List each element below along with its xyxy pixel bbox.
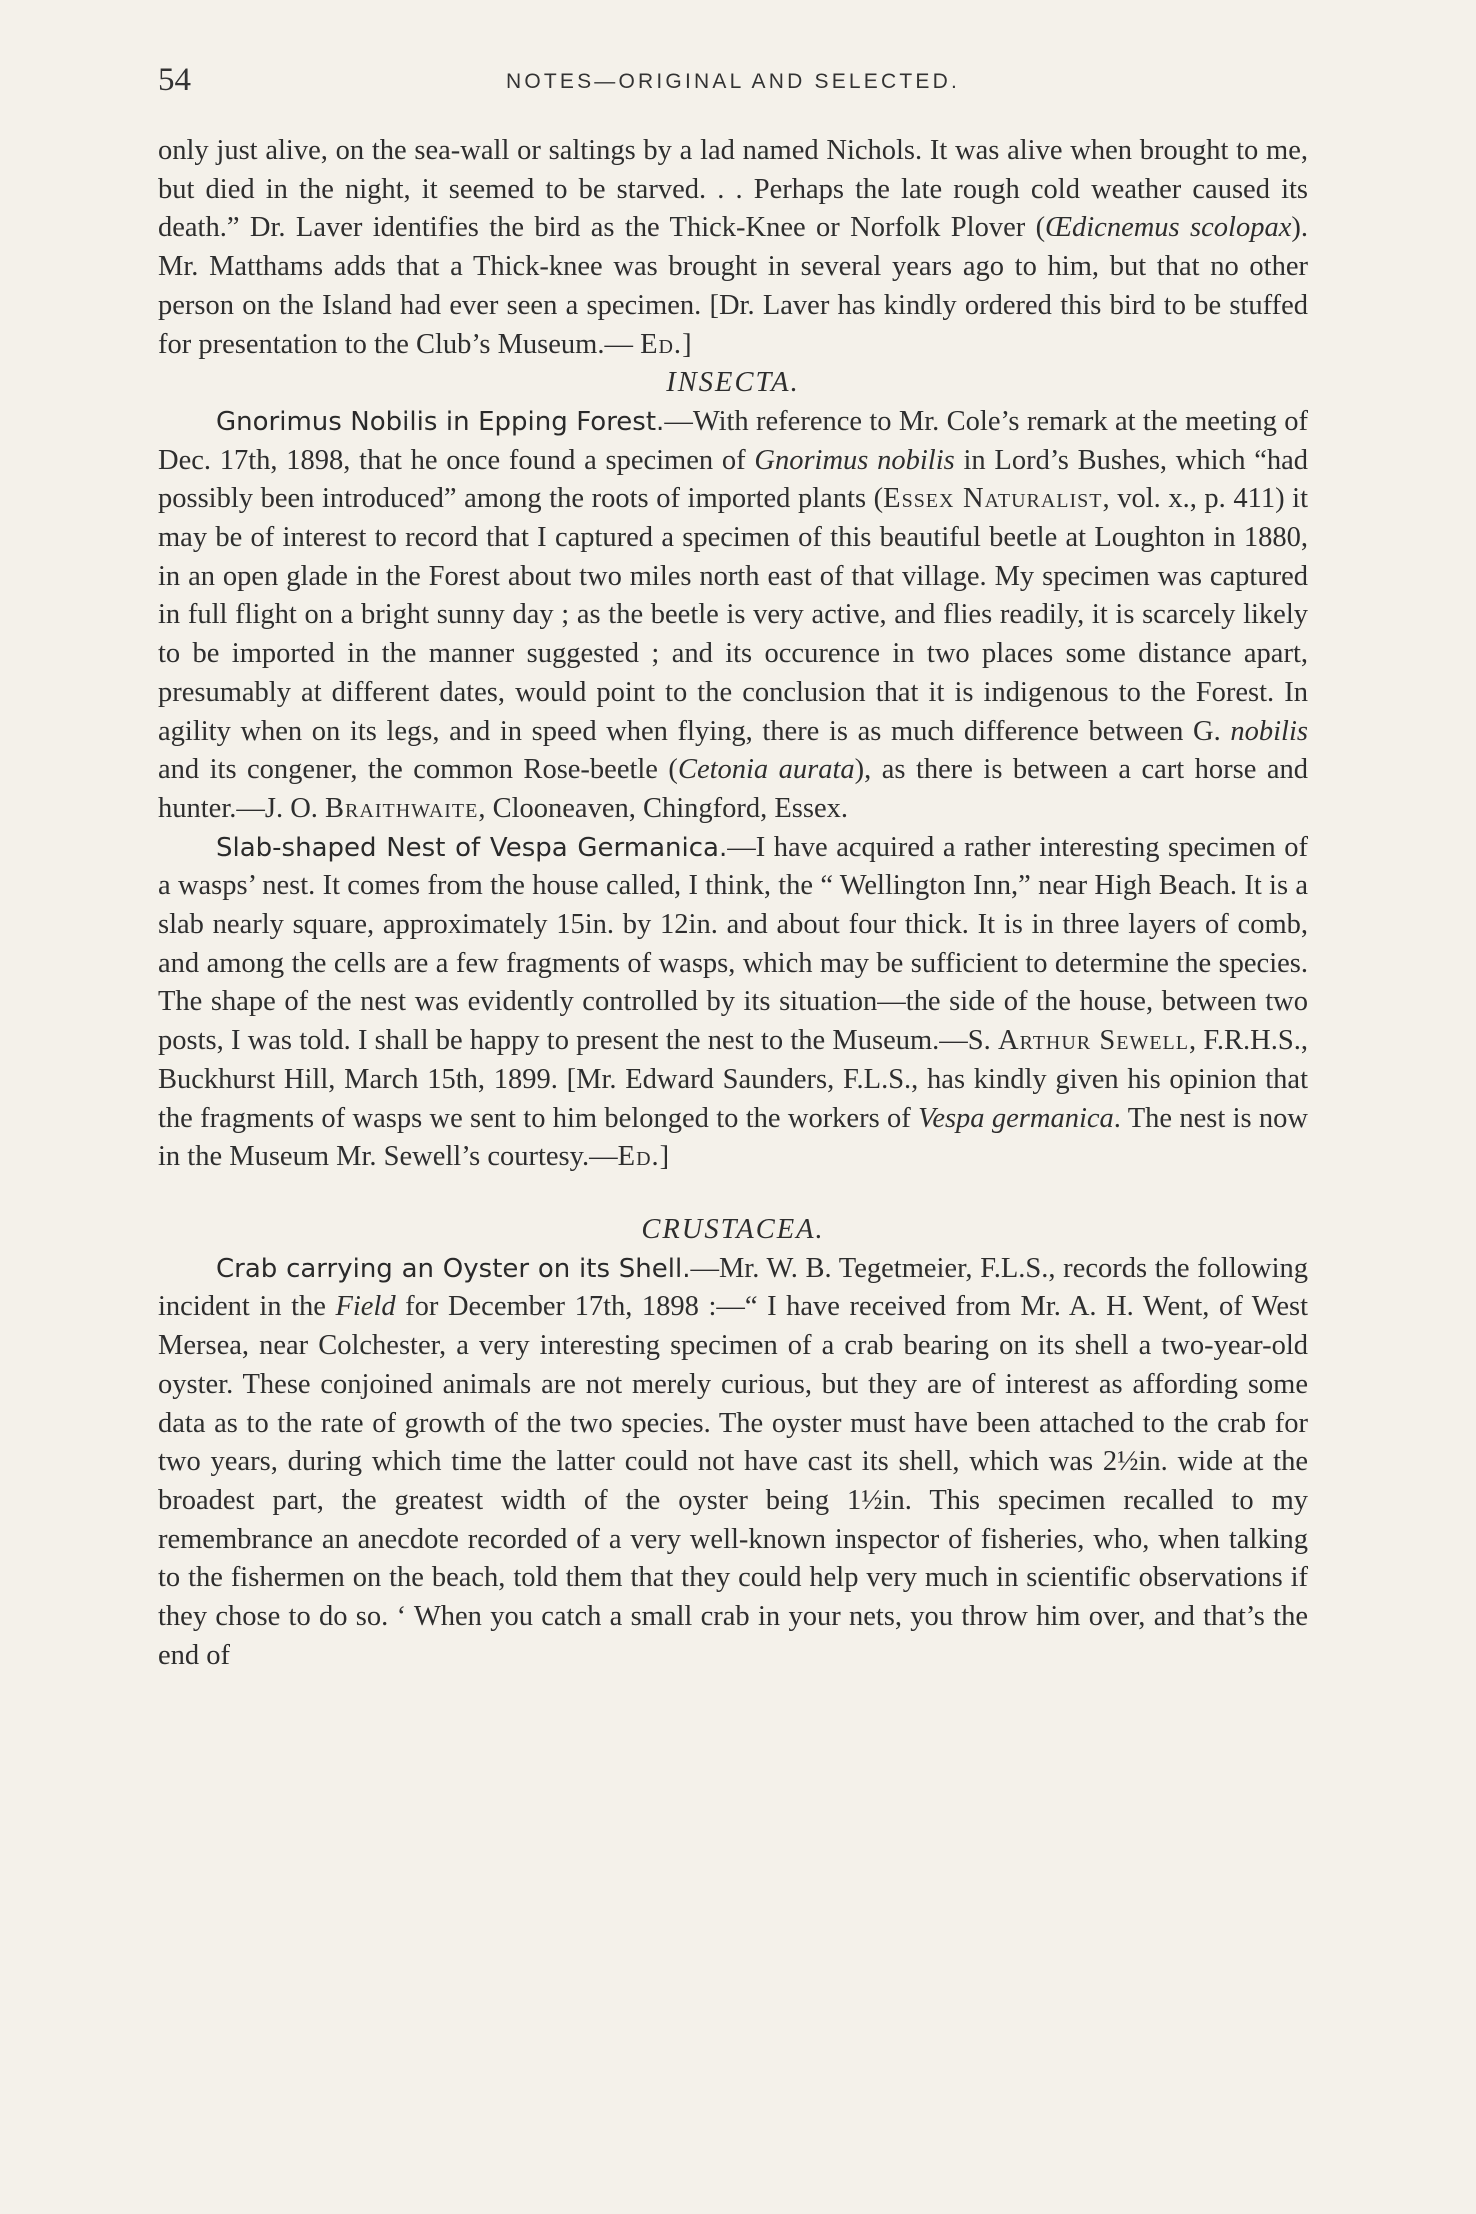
author-name: Arthur Sewell bbox=[997, 1025, 1189, 1057]
text-run: —I have acquired a rather interesting specimen of a wasps’ nest. It comes from the house called, I think, the “ Wellington Inn,” near High Beach. It is a slab nearly square, approximately 15in. by 12in. and about four thick. It is in three layers of comb, and among the cells are a few fragments of wasps, which may be sufficient to determine the species. The shape of the nest was evidently controlled by its situation—the side of the house, between two posts, I was told. I shall be happy to present the nest to the Museum.—S. bbox=[158, 831, 1308, 1057]
species-name: nobilis bbox=[1230, 715, 1308, 747]
page-header bbox=[158, 62, 1308, 112]
article-topic: Gnorimus Nobilis in Epping Forest. bbox=[216, 406, 665, 437]
text-run: ), as there is between a cart horse and hunter.—J. O. bbox=[158, 754, 1308, 824]
species-name: Vespa germanica bbox=[918, 1102, 1114, 1134]
section-heading-crustacea: CRUSTACEA. bbox=[641, 1213, 825, 1245]
text-run: ] bbox=[659, 1141, 670, 1173]
journal-name: Essex Naturalist bbox=[883, 483, 1103, 515]
text-run: ). Mr. Matthams adds that a Thick-knee was brought in several years ago to him, but that no other person on the Island had ever seen a specimen. [Dr. Laver has kindly ordered this bird to be stuffed for presentation to the Club’s Museum.— bbox=[158, 212, 1308, 360]
species-name: Cetonia aurata bbox=[677, 754, 855, 786]
text-run: in Lord’s Bushes, which “had possibly been introduced” among the roots of imported plants ( bbox=[158, 444, 1308, 515]
author-name: Braithwaite bbox=[325, 792, 479, 824]
text-run: and its congener, the common Rose-beetle ( bbox=[158, 754, 678, 786]
species-name: Gnorimus nobilis bbox=[754, 444, 955, 476]
editor-initials: Ed. bbox=[640, 328, 683, 360]
article-topic: Slab-shaped Nest of Vespa Germanica. bbox=[216, 832, 728, 863]
page-content bbox=[158, 132, 1308, 1675]
paragraph-thick-knee bbox=[158, 132, 1308, 364]
text-run: , vol. x., p. 411) it may be of interest to record that I captured a specimen of this beautiful beetle at Loughton in 1880, in an open glade in the Forest about two miles north east of that village. My specimen was captured in full flight on a bright sunny day ; as the beetle is very active, and flies readily, it is scarcely likely to be imported in the manner suggested ; and its occurence in two places some distance apart, presumably at different dates, would point to the conclusion that it is indigenous to the Forest. In agility when on its legs, and in speed when flying, there is as much difference between G. bbox=[158, 483, 1308, 747]
paragraph-crab-oyster bbox=[158, 1250, 1308, 1676]
section-heading-insecta: INSECTA. bbox=[666, 367, 800, 399]
text-run: —With reference to Mr. Cole’s remark at the meeting of Dec. 17th, 1898, that he once found a specimen of bbox=[158, 405, 1308, 476]
paragraph-gnorimus bbox=[158, 403, 1308, 829]
text-run: only just alive, on the sea-wall or saltings by a lad named Nichols. It was alive when brought to me, but died in the night, it seemed to be starved. . . Perhaps the late rough cold weather caused its death.” Dr. Laver identifies the bird as the Thick-Knee or Norfolk Plover ( bbox=[158, 135, 1308, 244]
running-title: NOTES—ORIGINAL AND SELECTED. bbox=[505, 70, 961, 93]
page-number: 54 bbox=[158, 62, 191, 98]
paragraph-vespa-nest bbox=[158, 829, 1308, 1177]
text-run: . The nest is now in the Museum Mr. Sewell’s courtesy.— bbox=[158, 1102, 1309, 1173]
text-run: for December 17th, 1898 :—“ I have received from Mr. A. H. Went, of West Mersea, near Colchester, a very interesting specimen of a crab bearing on its shell a two-year-old oyster. These conjoined animals are not merely curious, but they are of interest as affording some data as to the rate of growth of the two species. The oyster must have been attached to the crab for two years, during which time the latter could not have cast its shell, which was 2½in. wide at the broadest part, the greatest width of the oyster being 1½in. This specimen recalled to my remembrance an anecdote recorded of a very well-known inspector of fisheries, who, when talking to the fishermen on the beach, told them that they could help very much in scientific observations if they chose to do so. ‘ When you catch a small crab in your nets, you throw him over, and that’s the end of bbox=[158, 1291, 1309, 1671]
editor-initials: Ed. bbox=[617, 1141, 660, 1173]
article-topic: Crab carrying an Oyster on its Shell. bbox=[216, 1253, 691, 1284]
publication-name: Field bbox=[335, 1291, 396, 1323]
species-name: Œdicnemus scolopax bbox=[1045, 212, 1292, 244]
text-run: ] bbox=[682, 328, 692, 360]
text-run: , Clooneaven, Chingford, Essex. bbox=[478, 792, 849, 824]
text-run: , F.R.H.S., Buckhurst Hill, March 15th, 1899. [Mr. Edward Saunders, F.L.S., has kindly given his opinion that the fragments of wasps we sent to him belonged to the workers of bbox=[158, 1025, 1308, 1134]
text-run: —Mr. W. B. Tegetmeier, F.L.S., records the following incident in the bbox=[158, 1252, 1308, 1323]
